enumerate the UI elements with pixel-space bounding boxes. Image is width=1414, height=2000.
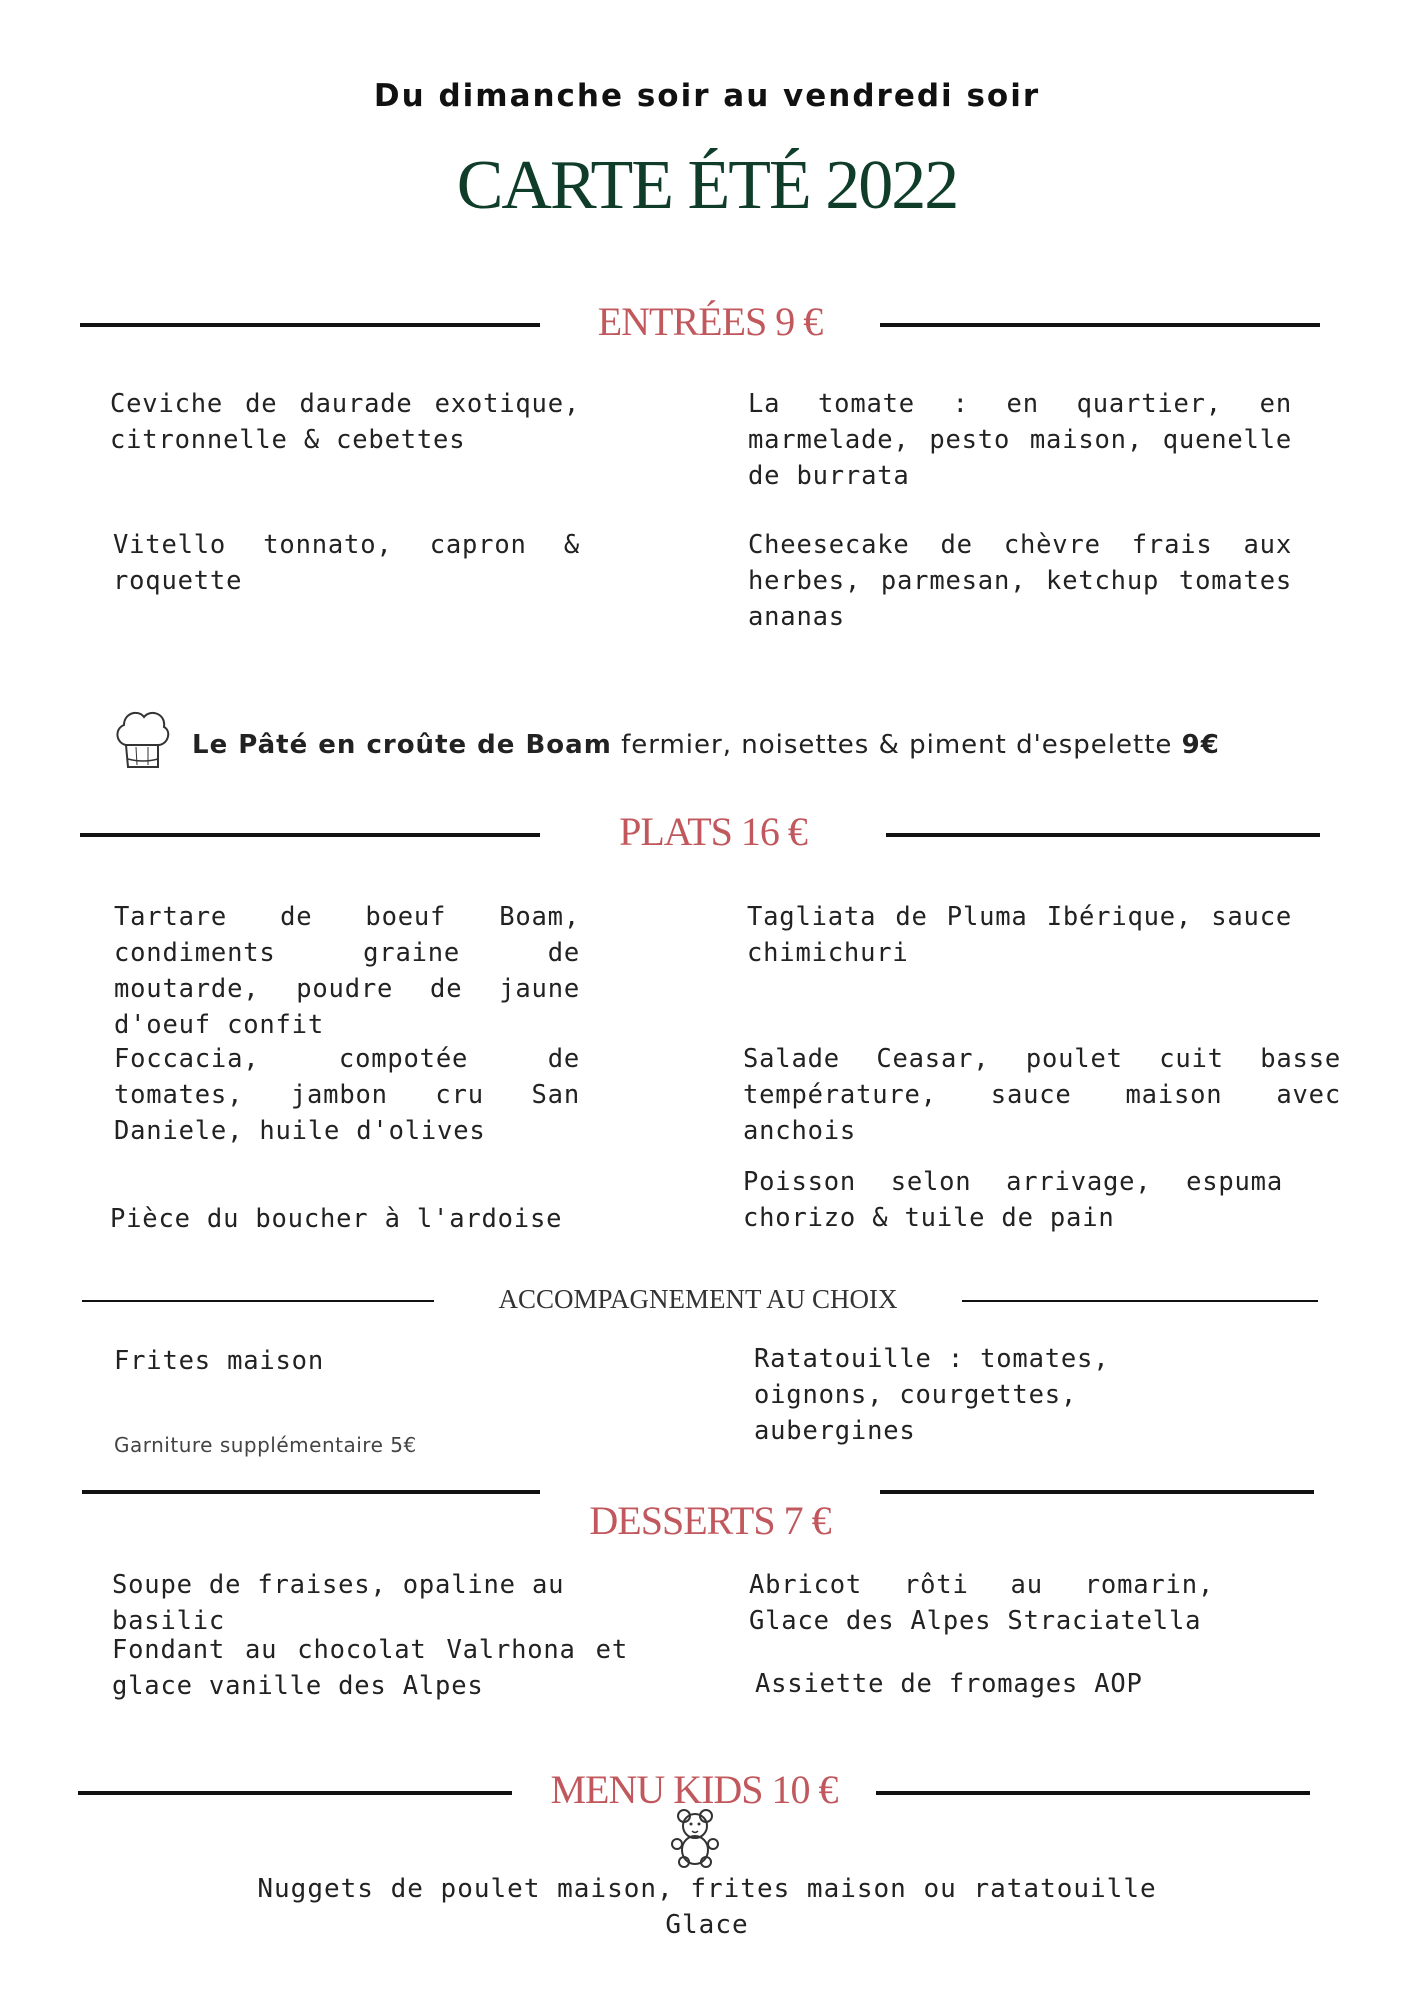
section-divider bbox=[886, 833, 1320, 837]
chef-hat-icon bbox=[112, 703, 172, 773]
kids-menu-line: Glace bbox=[665, 1910, 749, 1940]
menu-item: Ceviche de daurade exotique, citronnelle & cebettes bbox=[110, 389, 580, 455]
side-item: Ratatouille : tomates, oignons, courgettes, aubergines bbox=[754, 1344, 1110, 1446]
section-divider bbox=[876, 1791, 1310, 1795]
special-description: fermier, noisettes & piment d'espelette bbox=[611, 730, 1182, 760]
teddy-bear-icon bbox=[667, 1808, 723, 1868]
side-note: Garniture supplémentaire 5€ bbox=[114, 1433, 417, 1457]
menu-item: Assiette de fromages AOP bbox=[755, 1669, 1143, 1699]
menu-item: Cheesecake de chèvre frais aux herbes, parmesan, ketchup tomates ananas bbox=[748, 530, 1292, 632]
section-title-kids: MENU KIDS 10 € bbox=[550, 1767, 838, 1812]
section-divider bbox=[82, 1490, 540, 1494]
section-divider bbox=[82, 1300, 434, 1302]
section-title-plats: PLATS 16 € bbox=[619, 809, 807, 854]
menu-item: Pièce du boucher à l'ardoise bbox=[110, 1204, 563, 1234]
section-title-desserts: DESSERTS 7 € bbox=[589, 1498, 831, 1543]
side-item: Frites maison bbox=[114, 1346, 324, 1376]
menu-item: Abricot rôti au romarin, Glace des Alpes Straciatella bbox=[749, 1570, 1214, 1636]
special-name: Le Pâté en croûte de Boam bbox=[192, 730, 612, 760]
menu-item: Tagliata de Pluma Ibérique, sauce chimichuri bbox=[747, 902, 1292, 968]
menu-item: Poisson selon arrivage, espuma chorizo & tuile de pain bbox=[743, 1167, 1283, 1233]
menu-item: Tartare de boeuf Boam, condiments graine de moutarde, poudre de jaune d'oeuf confit bbox=[114, 902, 580, 1040]
section-title-accompagnement: ACCOMPAGNEMENT AU CHOIX bbox=[498, 1284, 898, 1314]
section-title-entrees: ENTRÉES 9 € bbox=[597, 299, 823, 344]
menu-item: Foccacia, compotée de tomates, jambon cru San Daniele, huile d'olives bbox=[114, 1044, 580, 1146]
menu-item: Soupe de fraises, opaline au basilic bbox=[112, 1570, 565, 1636]
menu-title: CARTE ÉTÉ 2022 bbox=[456, 147, 958, 224]
section-divider bbox=[880, 1490, 1314, 1494]
menu-item: Vitello tonnato, capron & roquette bbox=[113, 530, 580, 596]
menu-item: Fondant au chocolat Valrhona et glace vanille des Alpes bbox=[112, 1635, 628, 1701]
section-divider bbox=[880, 323, 1320, 327]
section-divider bbox=[962, 1300, 1318, 1302]
section-divider bbox=[80, 833, 540, 837]
menu-item: La tomate : en quartier, en marmelade, pesto maison, quenelle de burrata bbox=[748, 389, 1292, 491]
section-divider bbox=[80, 323, 540, 327]
special-price: 9€ bbox=[1181, 730, 1220, 760]
special-item bbox=[192, 730, 1220, 760]
section-divider bbox=[78, 1791, 512, 1795]
menu-subtitle: Du dimanche soir au vendredi soir bbox=[373, 78, 1041, 114]
menu-item: Salade Ceasar, poulet cuit basse température, sauce maison avec anchois bbox=[743, 1044, 1341, 1146]
kids-menu-line: Nuggets de poulet maison, frites maison ou ratatouille bbox=[257, 1874, 1157, 1904]
